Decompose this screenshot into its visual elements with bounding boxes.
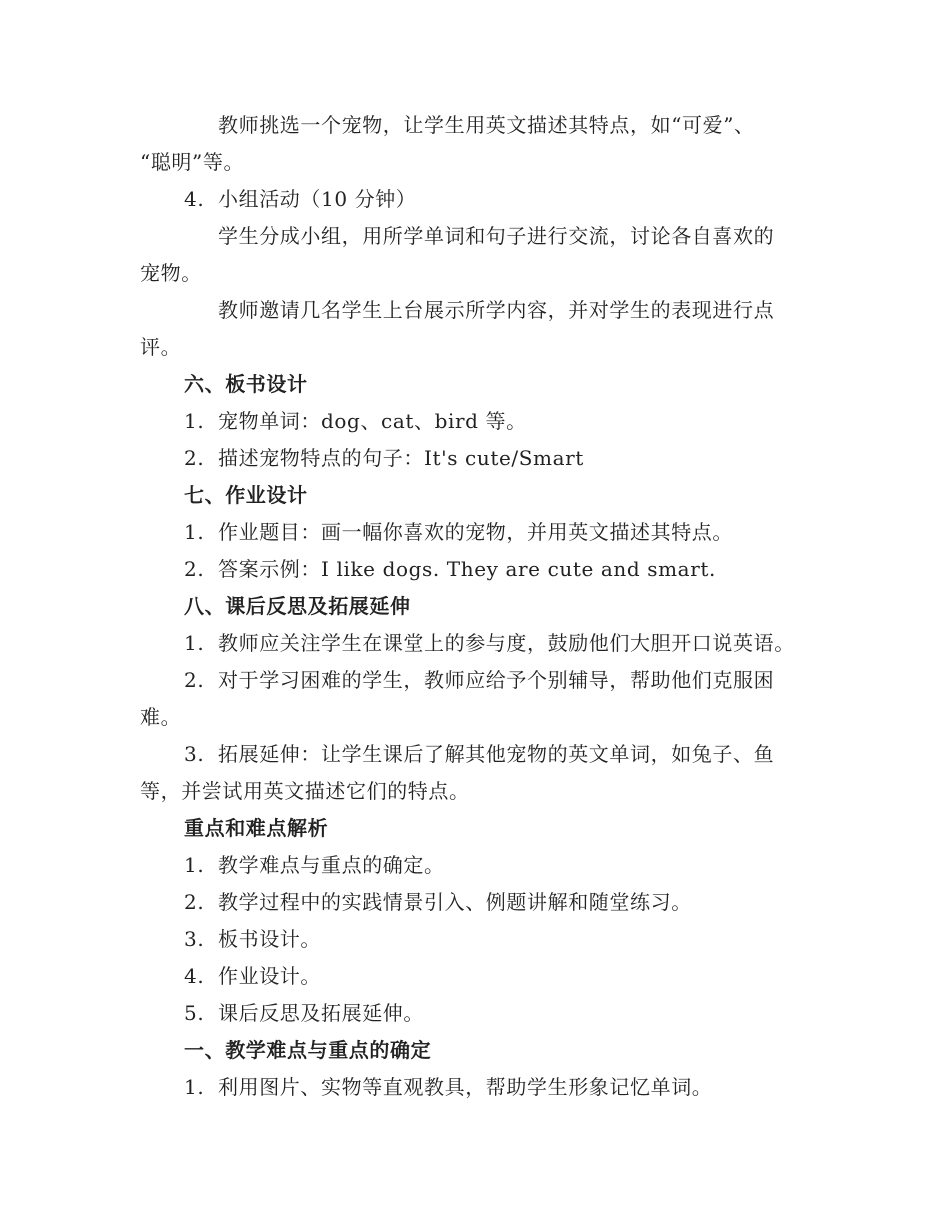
list-number: 3.	[184, 927, 205, 951]
list-item: 4. 小组活动（10 分钟）	[184, 187, 417, 211]
list-item: 1. 教师应关注学生在课堂上的参与度，鼓励他们大胆开口说英语。	[184, 631, 795, 655]
list-item: 4. 作业设计。	[184, 964, 321, 988]
section-heading: 重点和难点解析	[184, 816, 329, 840]
list-number: 5.	[184, 1001, 205, 1025]
paragraph-line: “聪明”等。	[140, 150, 245, 174]
paragraph-line: 等，并尝试用英文描述它们的特点。	[140, 779, 470, 803]
section-heading: 六、板书设计	[184, 372, 308, 396]
section-heading: 一、教学难点与重点的确定	[184, 1038, 432, 1062]
list-number: 4.	[184, 964, 205, 988]
paragraph-line: 教师邀请几名学生上台展示所学内容，并对学生的表现进行点	[218, 298, 775, 322]
paragraph-line: 教师挑选一个宠物，让学生用英文描述其特点，如“可爱”、	[218, 113, 755, 137]
list-number: 1.	[184, 1075, 205, 1099]
paragraph-line: 评。	[140, 335, 182, 359]
section-heading: 八、课后反思及拓展延伸	[184, 594, 411, 618]
list-item: 1. 作业题目：画一幅你喜欢的宠物，并用英文描述其特点。	[184, 520, 733, 544]
list-item: 1. 利用图片、实物等直观教具，帮助学生形象记忆单词。	[184, 1075, 713, 1099]
list-number: 1.	[184, 520, 205, 544]
list-item: 3. 板书设计。	[184, 927, 321, 951]
list-number: 2.	[184, 668, 205, 692]
list-number: 1.	[184, 631, 205, 655]
list-number: 1.	[184, 853, 205, 877]
list-number: 2.	[184, 557, 205, 581]
list-item: 3. 拓展延伸：让学生课后了解其他宠物的英文单词，如兔子、鱼	[184, 742, 775, 766]
list-item: 5. 课后反思及拓展延伸。	[184, 1001, 424, 1025]
list-item: 2. 答案示例：I like dogs. They are cute and smart.	[184, 557, 716, 581]
paragraph-line: 难。	[140, 705, 182, 729]
section-heading: 七、作业设计	[184, 483, 308, 507]
paragraph-line: 学生分成小组，用所学单词和句子进行交流，讨论各自喜欢的	[218, 224, 775, 248]
list-item: 1. 教学难点与重点的确定。	[184, 853, 445, 877]
list-number: 4.	[184, 187, 205, 211]
list-number: 3.	[184, 742, 205, 766]
list-item: 2. 教学过程中的实践情景引入、例题讲解和随堂练习。	[184, 890, 692, 914]
list-number: 1.	[184, 409, 205, 433]
list-number: 2.	[184, 890, 205, 914]
paragraph-line: 宠物。	[140, 261, 202, 285]
list-number: 2.	[184, 446, 205, 470]
list-item: 2. 对于学习困难的学生，教师应给予个别辅导，帮助他们克服困	[184, 668, 775, 692]
list-item: 2. 描述宠物特点的句子：It's cute/Smart	[184, 446, 584, 470]
list-item: 1. 宠物单词：dog、cat、bird 等。	[184, 409, 527, 433]
